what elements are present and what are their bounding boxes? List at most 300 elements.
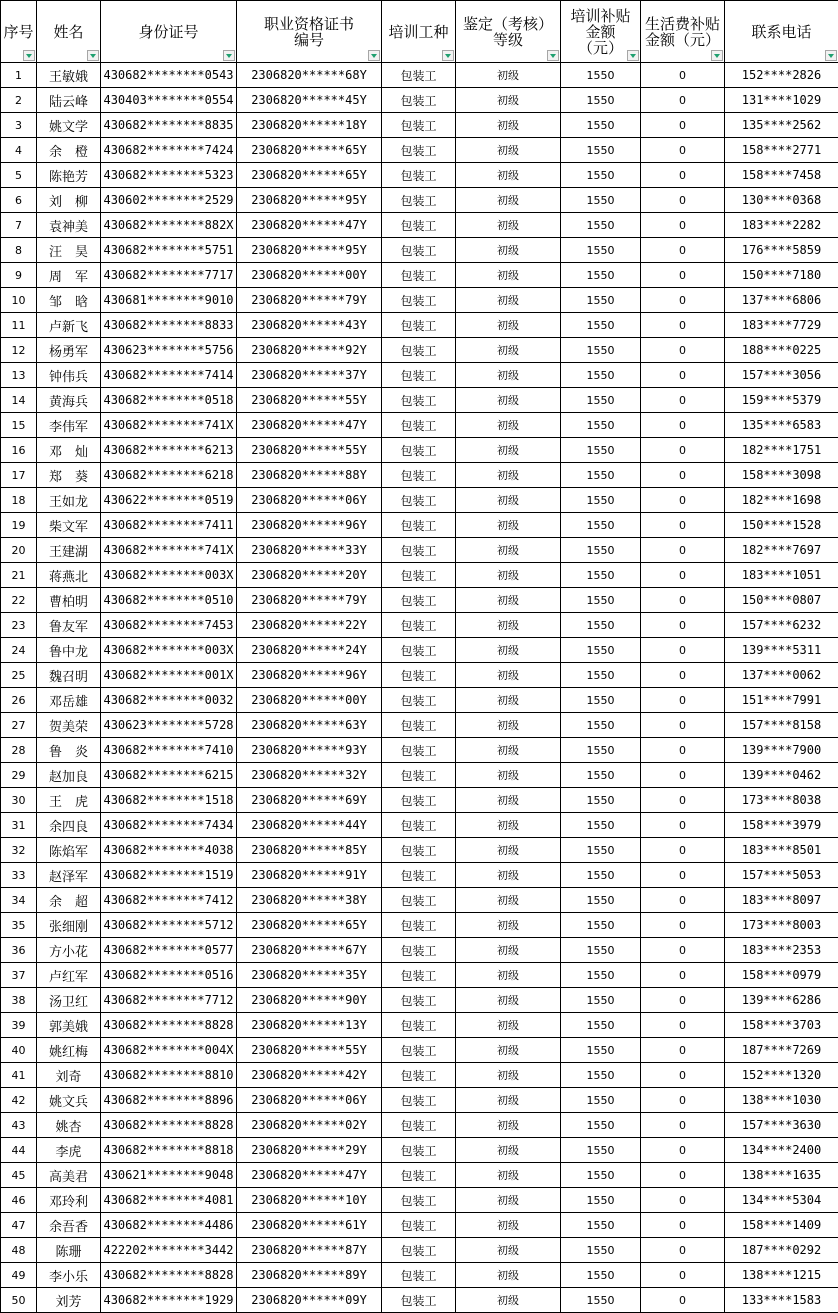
cell-name: 魏召明: [37, 663, 101, 688]
cell-id-number: 430682********7412: [101, 888, 237, 913]
cell-trade: 包装工: [382, 363, 456, 388]
cell-training-subsidy: 1550: [561, 288, 641, 313]
cell-phone: 183****7729: [725, 313, 838, 338]
cell-phone: 158****0979: [725, 963, 838, 988]
cell-seq: 50: [1, 1288, 37, 1313]
cell-cert-number: 2306820******91Y: [237, 863, 382, 888]
cell-seq: 44: [1, 1138, 37, 1163]
column-header-label: 生活费补贴: [644, 14, 720, 33]
cell-id-number: 430682********003X: [101, 638, 237, 663]
cell-level: 初级: [456, 1213, 561, 1238]
cell-living-subsidy: 0: [641, 1188, 725, 1213]
cell-living-subsidy: 0: [641, 813, 725, 838]
cell-level: 初级: [456, 1163, 561, 1188]
cell-living-subsidy: 0: [641, 938, 725, 963]
cell-phone: 158****3979: [725, 813, 838, 838]
cell-cert-number: 2306820******02Y: [237, 1113, 382, 1138]
cell-training-subsidy: 1550: [561, 963, 641, 988]
cell-trade: 包装工: [382, 1163, 456, 1188]
table-row: [1, 263, 838, 288]
cell-name: 柴文军: [37, 513, 101, 538]
table-row: [1, 713, 838, 738]
cell-name: 卢新飞: [37, 313, 101, 338]
cell-phone: 134****2400: [725, 1138, 838, 1163]
table-row: [1, 1138, 838, 1163]
cell-level: 初级: [456, 113, 561, 138]
column-header-label: 身份证号: [138, 22, 199, 41]
cell-living-subsidy: 0: [641, 1063, 725, 1088]
filter-dropdown-icon[interactable]: [711, 50, 723, 61]
cell-name: 郑 葵: [37, 463, 101, 488]
cell-training-subsidy: 1550: [561, 63, 641, 88]
cell-phone: 138****1030: [725, 1088, 838, 1113]
table-row: [1, 188, 838, 213]
cell-trade: 包装工: [382, 263, 456, 288]
cell-training-subsidy: 1550: [561, 1188, 641, 1213]
cell-living-subsidy: 0: [641, 988, 725, 1013]
cell-training-subsidy: 1550: [561, 713, 641, 738]
table-row: [1, 413, 838, 438]
cell-name: 邓玲利: [37, 1188, 101, 1213]
cell-cert-number: 2306820******79Y: [237, 588, 382, 613]
table-row: [1, 513, 838, 538]
cell-training-subsidy: 1550: [561, 88, 641, 113]
cell-id-number: 430682********5323: [101, 163, 237, 188]
cell-phone: 158****3703: [725, 1013, 838, 1038]
cell-cert-number: 2306820******09Y: [237, 1288, 382, 1313]
table-row: [1, 963, 838, 988]
column-header-label: 金额: [585, 22, 616, 41]
column-header-phone: [725, 1, 838, 63]
cell-name: 袁神美: [37, 213, 101, 238]
cell-living-subsidy: 0: [641, 513, 725, 538]
filter-dropdown-icon[interactable]: [87, 50, 99, 61]
table-row: [1, 113, 838, 138]
cell-training-subsidy: 1550: [561, 438, 641, 463]
cell-level: 初级: [456, 288, 561, 313]
cell-phone: 138****1635: [725, 1163, 838, 1188]
table-row: [1, 738, 838, 763]
cell-trade: 包装工: [382, 63, 456, 88]
cell-living-subsidy: 0: [641, 438, 725, 463]
cell-cert-number: 2306820******06Y: [237, 1088, 382, 1113]
cell-training-subsidy: 1550: [561, 1038, 641, 1063]
cell-level: 初级: [456, 888, 561, 913]
cell-name: 卢红军: [37, 963, 101, 988]
cell-phone: 157****6232: [725, 613, 838, 638]
table-row: [1, 813, 838, 838]
cell-training-subsidy: 1550: [561, 1238, 641, 1263]
cell-living-subsidy: 0: [641, 1138, 725, 1163]
cell-seq: 10: [1, 288, 37, 313]
cell-trade: 包装工: [382, 813, 456, 838]
cell-living-subsidy: 0: [641, 563, 725, 588]
cell-seq: 19: [1, 513, 37, 538]
cell-trade: 包装工: [382, 413, 456, 438]
column-header-cert: [237, 1, 382, 63]
cell-level: 初级: [456, 488, 561, 513]
cell-cert-number: 2306820******79Y: [237, 288, 382, 313]
cell-level: 初级: [456, 538, 561, 563]
cell-trade: 包装工: [382, 838, 456, 863]
cell-cert-number: 2306820******18Y: [237, 113, 382, 138]
cell-seq: 6: [1, 188, 37, 213]
cell-seq: 21: [1, 563, 37, 588]
cell-training-subsidy: 1550: [561, 838, 641, 863]
cell-training-subsidy: 1550: [561, 213, 641, 238]
cell-training-subsidy: 1550: [561, 563, 641, 588]
table-body: [1, 63, 838, 1313]
cell-id-number: 430682********7453: [101, 613, 237, 638]
filter-dropdown-icon[interactable]: [223, 50, 235, 61]
cell-trade: 包装工: [382, 738, 456, 763]
cell-level: 初级: [456, 188, 561, 213]
cell-phone: 135****6583: [725, 413, 838, 438]
cell-living-subsidy: 0: [641, 263, 725, 288]
cell-cert-number: 2306820******96Y: [237, 513, 382, 538]
cell-seq: 13: [1, 363, 37, 388]
cell-trade: 包装工: [382, 763, 456, 788]
column-header-trade: [382, 1, 456, 63]
column-header-label: 联系电话: [751, 22, 812, 41]
cell-trade: 包装工: [382, 463, 456, 488]
chevron-down-icon: [714, 54, 720, 58]
chevron-down-icon: [371, 54, 377, 58]
cell-seq: 31: [1, 813, 37, 838]
cell-phone: 183****2282: [725, 213, 838, 238]
cell-level: 初级: [456, 163, 561, 188]
cell-living-subsidy: 0: [641, 363, 725, 388]
cell-name: 黄海兵: [37, 388, 101, 413]
filter-dropdown-icon[interactable]: [368, 50, 380, 61]
filter-dropdown-icon[interactable]: [547, 50, 559, 61]
cell-living-subsidy: 0: [641, 863, 725, 888]
cell-living-subsidy: 0: [641, 713, 725, 738]
table-row: [1, 863, 838, 888]
cell-trade: 包装工: [382, 1013, 456, 1038]
cell-cert-number: 2306820******67Y: [237, 938, 382, 963]
cell-phone: 183****8097: [725, 888, 838, 913]
cell-trade: 包装工: [382, 538, 456, 563]
cell-level: 初级: [456, 588, 561, 613]
cell-trade: 包装工: [382, 913, 456, 938]
cell-seq: 16: [1, 438, 37, 463]
table-row: [1, 888, 838, 913]
cell-name: 李伟军: [37, 413, 101, 438]
cell-level: 初级: [456, 763, 561, 788]
table-row: [1, 1238, 838, 1263]
cell-seq: 23: [1, 613, 37, 638]
cell-id-number: 430622********0519: [101, 488, 237, 513]
cell-id-number: 430682********7434: [101, 813, 237, 838]
cell-level: 初级: [456, 913, 561, 938]
cell-id-number: 430682********0032: [101, 688, 237, 713]
cell-name: 陈焰军: [37, 838, 101, 863]
cell-level: 初级: [456, 313, 561, 338]
cell-seq: 1: [1, 63, 37, 88]
cell-living-subsidy: 0: [641, 638, 725, 663]
cell-seq: 9: [1, 263, 37, 288]
cell-trade: 包装工: [382, 1113, 456, 1138]
cell-cert-number: 2306820******87Y: [237, 1238, 382, 1263]
cell-name: 曹柏明: [37, 588, 101, 613]
cell-id-number: 430403********0554: [101, 88, 237, 113]
cell-training-subsidy: 1550: [561, 688, 641, 713]
cell-phone: 150****1528: [725, 513, 838, 538]
cell-id-number: 430682********7717: [101, 263, 237, 288]
cell-id-number: 430682********7712: [101, 988, 237, 1013]
cell-cert-number: 2306820******29Y: [237, 1138, 382, 1163]
cell-training-subsidy: 1550: [561, 388, 641, 413]
table-row: [1, 613, 838, 638]
cell-seq: 39: [1, 1013, 37, 1038]
table-row: [1, 1188, 838, 1213]
cell-phone: 182****1751: [725, 438, 838, 463]
cell-seq: 4: [1, 138, 37, 163]
cell-living-subsidy: 0: [641, 788, 725, 813]
cell-cert-number: 2306820******00Y: [237, 688, 382, 713]
cell-living-subsidy: 0: [641, 63, 725, 88]
cell-living-subsidy: 0: [641, 413, 725, 438]
cell-phone: 183****2353: [725, 938, 838, 963]
cell-level: 初级: [456, 563, 561, 588]
cell-trade: 包装工: [382, 238, 456, 263]
cell-phone: 152****2826: [725, 63, 838, 88]
cell-living-subsidy: 0: [641, 138, 725, 163]
cell-id-number: 430682********7414: [101, 363, 237, 388]
cell-cert-number: 2306820******65Y: [237, 163, 382, 188]
filter-dropdown-icon[interactable]: [442, 50, 454, 61]
cell-training-subsidy: 1550: [561, 1163, 641, 1188]
cell-id-number: 430621********9048: [101, 1163, 237, 1188]
cell-phone: 183****1051: [725, 563, 838, 588]
cell-cert-number: 2306820******68Y: [237, 63, 382, 88]
cell-id-number: 430682********0518: [101, 388, 237, 413]
column-header-label: 编号: [293, 30, 324, 49]
column-header-label: 鉴定（考核）: [462, 14, 553, 33]
cell-id-number: 430682********8810: [101, 1063, 237, 1088]
cell-name: 余四良: [37, 813, 101, 838]
table-row: [1, 288, 838, 313]
cell-name: 鲁 炎: [37, 738, 101, 763]
cell-cert-number: 2306820******88Y: [237, 463, 382, 488]
cell-id-number: 430682********6215: [101, 763, 237, 788]
cell-phone: 150****0807: [725, 588, 838, 613]
cell-id-number: 430682********7410: [101, 738, 237, 763]
table-row: [1, 1063, 838, 1088]
cell-name: 刘芳: [37, 1288, 101, 1313]
cell-level: 初级: [456, 363, 561, 388]
header-row: [1, 1, 838, 63]
cell-seq: 45: [1, 1163, 37, 1188]
cell-training-subsidy: 1550: [561, 988, 641, 1013]
cell-name: 鲁友军: [37, 613, 101, 638]
cell-level: 初级: [456, 1063, 561, 1088]
cell-living-subsidy: 0: [641, 1113, 725, 1138]
cell-level: 初级: [456, 88, 561, 113]
cell-living-subsidy: 0: [641, 738, 725, 763]
cell-trade: 包装工: [382, 1288, 456, 1313]
cell-cert-number: 2306820******63Y: [237, 713, 382, 738]
cell-living-subsidy: 0: [641, 613, 725, 638]
cell-cert-number: 2306820******38Y: [237, 888, 382, 913]
table-row: [1, 1088, 838, 1113]
cell-cert-number: 2306820******42Y: [237, 1063, 382, 1088]
table-row: [1, 663, 838, 688]
cell-id-number: 430682********8833: [101, 313, 237, 338]
cell-living-subsidy: 0: [641, 463, 725, 488]
cell-living-subsidy: 0: [641, 1288, 725, 1313]
cell-cert-number: 2306820******90Y: [237, 988, 382, 1013]
cell-trade: 包装工: [382, 888, 456, 913]
cell-living-subsidy: 0: [641, 1163, 725, 1188]
cell-level: 初级: [456, 1263, 561, 1288]
cell-phone: 173****8038: [725, 788, 838, 813]
cell-name: 钟伟兵: [37, 363, 101, 388]
cell-training-subsidy: 1550: [561, 463, 641, 488]
filter-dropdown-icon[interactable]: [825, 50, 837, 61]
column-header-name: [37, 1, 101, 63]
cell-training-subsidy: 1550: [561, 613, 641, 638]
cell-name: 王 虎: [37, 788, 101, 813]
cell-seq: 24: [1, 638, 37, 663]
cell-level: 初级: [456, 813, 561, 838]
table-row: [1, 363, 838, 388]
cell-phone: 135****2562: [725, 113, 838, 138]
cell-training-subsidy: 1550: [561, 813, 641, 838]
cell-trade: 包装工: [382, 1213, 456, 1238]
column-header-label: 等级: [492, 30, 523, 49]
cell-phone: 137****0062: [725, 663, 838, 688]
cell-id-number: 430682********6218: [101, 463, 237, 488]
cell-cert-number: 2306820******24Y: [237, 638, 382, 663]
cell-cert-number: 2306820******47Y: [237, 1163, 382, 1188]
cell-id-number: 430682********6213: [101, 438, 237, 463]
cell-name: 方小花: [37, 938, 101, 963]
cell-name: 赵泽军: [37, 863, 101, 888]
cell-name: 陈珊: [37, 1238, 101, 1263]
cell-name: 李虎: [37, 1138, 101, 1163]
cell-training-subsidy: 1550: [561, 513, 641, 538]
cell-phone: 158****7458: [725, 163, 838, 188]
cell-name: 汪 昊: [37, 238, 101, 263]
cell-cert-number: 2306820******37Y: [237, 363, 382, 388]
cell-name: 姚红梅: [37, 1038, 101, 1063]
cell-level: 初级: [456, 338, 561, 363]
table-row: [1, 163, 838, 188]
cell-id-number: 430682********001X: [101, 663, 237, 688]
cell-living-subsidy: 0: [641, 488, 725, 513]
filter-dropdown-icon[interactable]: [627, 50, 639, 61]
cell-seq: 46: [1, 1188, 37, 1213]
cell-phone: 183****8501: [725, 838, 838, 863]
cell-name: 郭美娥: [37, 1013, 101, 1038]
cell-level: 初级: [456, 63, 561, 88]
cell-level: 初级: [456, 863, 561, 888]
cell-seq: 27: [1, 713, 37, 738]
cell-living-subsidy: 0: [641, 163, 725, 188]
cell-living-subsidy: 0: [641, 188, 725, 213]
cell-seq: 18: [1, 488, 37, 513]
table-row: [1, 88, 838, 113]
cell-name: 周 军: [37, 263, 101, 288]
table-row: [1, 138, 838, 163]
cell-seq: 47: [1, 1213, 37, 1238]
table-row: [1, 1013, 838, 1038]
cell-id-number: 430623********5728: [101, 713, 237, 738]
cell-trade: 包装工: [382, 963, 456, 988]
cell-seq: 32: [1, 838, 37, 863]
cell-training-subsidy: 1550: [561, 263, 641, 288]
cell-training-subsidy: 1550: [561, 538, 641, 563]
cell-phone: 133****1583: [725, 1288, 838, 1313]
filter-dropdown-icon[interactable]: [23, 50, 35, 61]
cell-id-number: 430682********0516: [101, 963, 237, 988]
cell-name: 余吾香: [37, 1213, 101, 1238]
cell-training-subsidy: 1550: [561, 238, 641, 263]
cell-name: 姚文学: [37, 113, 101, 138]
column-header-label: 金额（元）: [644, 30, 720, 49]
cell-cert-number: 2306820******45Y: [237, 88, 382, 113]
cell-phone: 182****1698: [725, 488, 838, 513]
chevron-down-icon: [445, 54, 451, 58]
cell-id-number: 430682********4081: [101, 1188, 237, 1213]
cell-name: 邹 晗: [37, 288, 101, 313]
cell-id-number: 422202********3442: [101, 1238, 237, 1263]
cell-cert-number: 2306820******55Y: [237, 438, 382, 463]
column-header-label: （元）: [577, 38, 623, 57]
cell-seq: 22: [1, 588, 37, 613]
cell-level: 初级: [456, 263, 561, 288]
cell-cert-number: 2306820******13Y: [237, 1013, 382, 1038]
cell-name: 贺美荣: [37, 713, 101, 738]
table-row: [1, 313, 838, 338]
cell-trade: 包装工: [382, 138, 456, 163]
table-row: [1, 538, 838, 563]
cell-phone: 157****5053: [725, 863, 838, 888]
cell-training-subsidy: 1550: [561, 488, 641, 513]
cell-seq: 41: [1, 1063, 37, 1088]
cell-seq: 14: [1, 388, 37, 413]
cell-level: 初级: [456, 713, 561, 738]
cell-trade: 包装工: [382, 1238, 456, 1263]
cell-cert-number: 2306820******35Y: [237, 963, 382, 988]
column-header-label: 姓名: [53, 22, 84, 41]
cell-level: 初级: [456, 1188, 561, 1213]
cell-level: 初级: [456, 663, 561, 688]
cell-phone: 173****8003: [725, 913, 838, 938]
cell-cert-number: 2306820******10Y: [237, 1188, 382, 1213]
cell-trade: 包装工: [382, 863, 456, 888]
cell-living-subsidy: 0: [641, 213, 725, 238]
cell-training-subsidy: 1550: [561, 1088, 641, 1113]
cell-level: 初级: [456, 688, 561, 713]
cell-cert-number: 2306820******47Y: [237, 413, 382, 438]
cell-cert-number: 2306820******61Y: [237, 1213, 382, 1238]
table-row: [1, 63, 838, 88]
cell-phone: 182****7697: [725, 538, 838, 563]
cell-training-subsidy: 1550: [561, 938, 641, 963]
cell-seq: 8: [1, 238, 37, 263]
cell-living-subsidy: 0: [641, 238, 725, 263]
cell-training-subsidy: 1550: [561, 1263, 641, 1288]
cell-trade: 包装工: [382, 513, 456, 538]
cell-name: 张细刚: [37, 913, 101, 938]
table-row: [1, 388, 838, 413]
cell-training-subsidy: 1550: [561, 1213, 641, 1238]
cell-training-subsidy: 1550: [561, 913, 641, 938]
cell-seq: 17: [1, 463, 37, 488]
